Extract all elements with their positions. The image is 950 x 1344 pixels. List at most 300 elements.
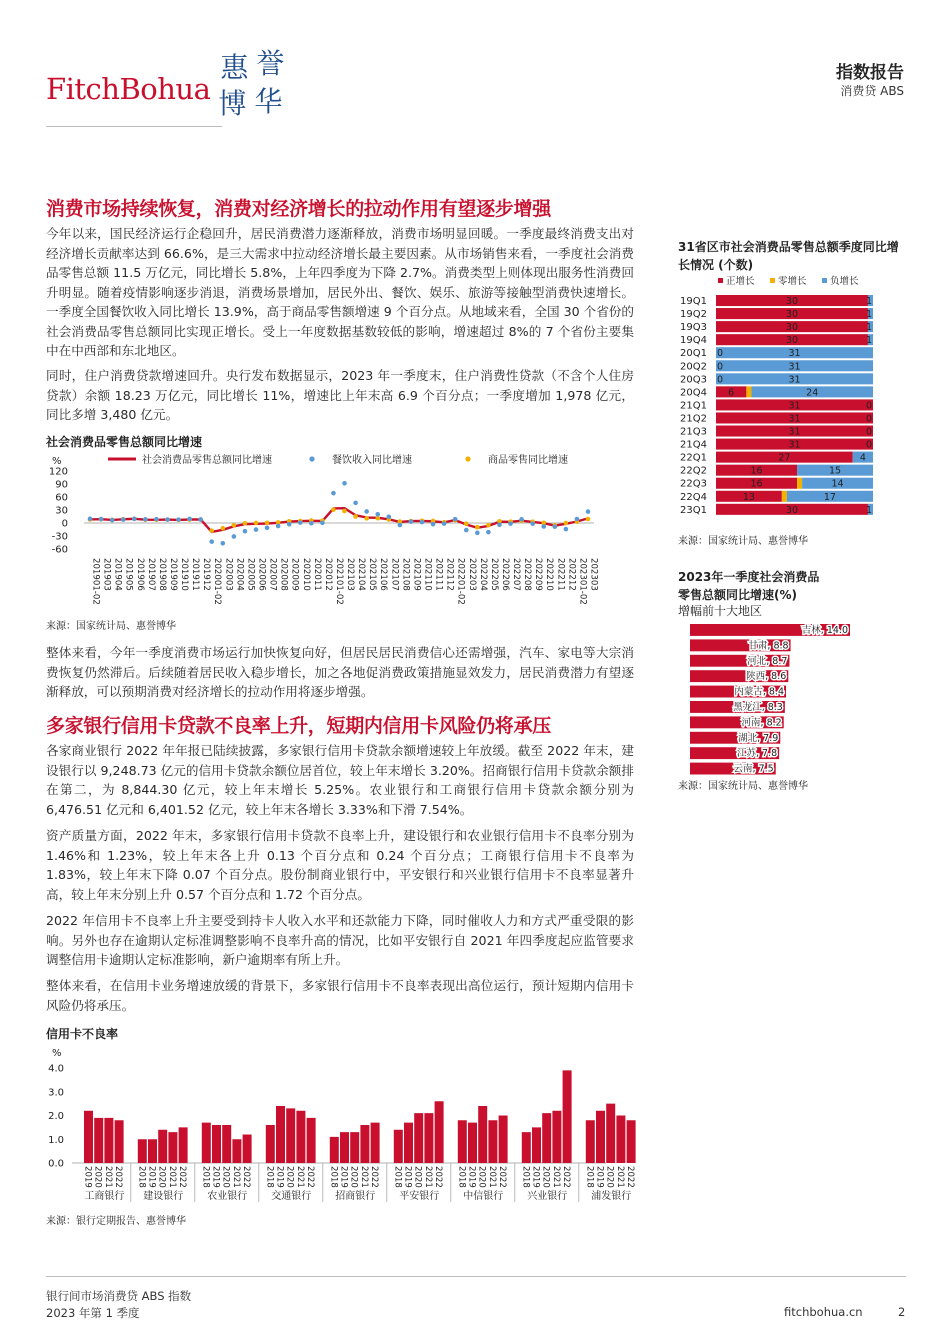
section2-title-wrap (46, 711, 634, 738)
bar-year-label-6-3: 2021 (486, 1166, 497, 1188)
group-label-2: 农业银行 (207, 1191, 248, 1202)
bar-8-1 (596, 1111, 605, 1163)
x-tick-label-3: 201905 (123, 558, 134, 591)
section2-para-3: 2022 年信用卡不良率上升主要受到持卡人收入水平和还款能力下降，同时催收人力和方式严重受限的影响。另外也存在逾期认定标准调整影响不良率升高的情况，比如平安银行自 2021 年四季度起应监管要求调整信用卡逾期认定标准影响，新户逾期率有所上升。 (46, 913, 634, 967)
bar-year-label-1-0: 2018 (136, 1166, 147, 1188)
series-2-point-36 (486, 523, 491, 528)
series-1-point-32 (442, 521, 447, 526)
label-negative-13: 15 (828, 465, 842, 477)
label-negative-10: 0 (865, 426, 872, 438)
series-1-point-37 (497, 522, 502, 527)
series-1-point-6 (154, 517, 159, 522)
bar-year-label-0-0: 2019 (82, 1166, 93, 1188)
y-tick-label-2: 60 (55, 492, 68, 504)
logo-seal (214, 48, 296, 130)
bar-year-label-1-2: 2020 (156, 1166, 167, 1188)
top10-chart-title-1: 2023年一季度社会消费品 (678, 570, 820, 584)
label-positive-1: 30 (785, 309, 799, 321)
report-subtitle: 消费贷 ABS (840, 84, 904, 98)
legend-dot-2 (465, 456, 470, 461)
bar-8-2 (606, 1104, 615, 1163)
category-label-14: 22Q3 (680, 478, 707, 490)
bar-7-4 (563, 1070, 572, 1163)
label-negative-9: 0 (865, 413, 872, 425)
series-2-point-14 (243, 521, 248, 526)
series-1-point-44 (575, 517, 580, 522)
series-1-point-40 (530, 521, 535, 526)
label-region-6: 河南, 8.2 (741, 717, 782, 729)
province-count-chart (678, 272, 906, 528)
bar-2-3 (232, 1139, 241, 1163)
group-label-1: 建设银行 (143, 1191, 184, 1202)
bar-year-label-6-4: 2022 (497, 1166, 508, 1188)
bar-3-2 (286, 1108, 295, 1163)
x-tick-label-22: 202101-02 (333, 558, 344, 605)
label-positive-9: 31 (788, 413, 801, 425)
label-negative-5: 31 (788, 361, 801, 373)
series-2-point-16 (265, 520, 270, 525)
label-negative-12: 4 (859, 452, 866, 464)
label-negative-4: 31 (788, 348, 801, 360)
label-negative-11: 0 (865, 439, 872, 451)
x-tick-label-10: 201912 (201, 558, 212, 591)
seal-char-2: 誉 (256, 47, 285, 80)
bar-6-1 (468, 1123, 477, 1163)
bar-year-label-1-4: 2022 (177, 1166, 188, 1188)
bar-year-label-1-1: 2019 (146, 1166, 157, 1188)
bar-2-4 (243, 1135, 252, 1164)
label-negative-16: 1 (865, 504, 872, 516)
bar-year-label-5-2: 2020 (412, 1166, 423, 1188)
retail-growth-chart-title: 社会消费品零售总额同比增速 (46, 435, 203, 449)
series-1-point-21 (320, 521, 325, 526)
y-axis-unit: % (52, 1048, 62, 1059)
series-1-point-36 (486, 530, 491, 535)
series-1-point-30 (420, 520, 425, 525)
bar-5-0 (394, 1130, 403, 1163)
x-tick-label-6: 201908 (156, 558, 167, 591)
series-1-point-29 (409, 519, 414, 524)
label-negative-6: 31 (788, 374, 801, 386)
series-1-point-39 (519, 517, 524, 522)
bar-year-label-4-0: 2018 (328, 1166, 339, 1188)
section1-para-3: 整体来看，今年一季度消费市场运行加快恢复向好，但居民居民消费信心还需增强，汽车、家电等大宗消费恢复仍然滞后。后续随着居民收入稳步增长，加之各地促消费政策措施显效发力，居民消费潜力有望逐渐释放，可以预期消费对经济增长的拉动作用将逐步增强。 (46, 645, 634, 699)
bar-year-label-4-3: 2021 (358, 1166, 369, 1188)
bar-7-0 (522, 1132, 531, 1163)
bar-2-0 (202, 1123, 211, 1163)
label-region-5: 黑龙江, 8.3 (733, 702, 783, 713)
series-1-point-31 (431, 522, 436, 527)
legend-label-0: 正增长 (726, 276, 755, 287)
seal-char-4: 华 (254, 85, 283, 118)
bar-7-2 (542, 1113, 551, 1163)
series-1-point-16 (265, 525, 270, 530)
bar-year-label-3-3: 2021 (294, 1166, 305, 1188)
bar-3-3 (296, 1111, 305, 1163)
x-tick-label-18: 202009 (289, 558, 300, 591)
bar-year-label-3-1: 2019 (274, 1166, 285, 1188)
y-tick-label-0: 120 (48, 466, 68, 478)
series-1-point-17 (276, 524, 281, 529)
label-positive-6: 0 (717, 374, 724, 386)
x-tick-label-1: 201903 (101, 558, 112, 591)
series-1-point-9 (187, 517, 192, 522)
category-label-1: 19Q2 (680, 309, 707, 321)
series-1-point-24 (353, 501, 358, 506)
series-line-retail-total (90, 508, 588, 532)
label-region-3: 陕西, 8.6 (746, 671, 787, 683)
series-1-point-28 (398, 523, 403, 528)
series-1-point-22 (331, 491, 336, 496)
bar-5-2 (414, 1113, 423, 1163)
label-positive-0: 30 (785, 296, 799, 307)
bar-0-1 (94, 1118, 103, 1163)
bar-year-label-5-1: 2019 (402, 1166, 413, 1188)
series-2-point-35 (475, 525, 480, 530)
series-1-point-15 (254, 527, 259, 532)
label-positive-5: 0 (717, 361, 724, 373)
bar-0-3 (115, 1120, 124, 1163)
y-tick-label-5: -30 (51, 531, 68, 543)
x-tick-label-17: 202008 (278, 558, 289, 591)
section2-title: 多家银行信用卡贷款不良率上升，短期内信用卡风险仍将承压 (46, 715, 551, 737)
legend-label-0: 社会消费品零售总额同比增速 (142, 455, 272, 466)
bar-year-label-0-3: 2022 (113, 1166, 124, 1188)
series-2-point-11 (209, 528, 214, 533)
x-tick-label-16: 202007 (267, 558, 278, 591)
section2-para-1: 各家商业银行 2022 年年报已陆续披露，多家银行信用卡贷款余额增速较上年放缓。截至 2022 年末，建设银行以 9,248.73 亿元的信用卡贷款余额位居首位，较上年末增长 3.20%。招商银行信用卡贷款余额排在第二，为 8,844.30 亿元，较上年末增长 5.25%。农业银行和工商银行信用卡贷款余额分别为 6,476.51 亿元和 6,401.52 亿元，较上年末各增长 3.33%和下滑 7.54%。 (46, 743, 634, 817)
bar-year-label-8-2: 2020 (604, 1166, 615, 1188)
y-tick-label-3: 1.0 (48, 1134, 64, 1146)
bar-year-label-2-4: 2022 (241, 1166, 252, 1188)
series-1-point-25 (364, 509, 369, 514)
x-tick-label-24: 202104 (356, 558, 367, 591)
x-tick-label-25: 202105 (367, 558, 378, 591)
bar-year-label-5-0: 2018 (392, 1166, 403, 1188)
label-region-1: 甘肃, 8.8 (748, 640, 789, 652)
bar-8-3 (616, 1116, 625, 1164)
category-label-5: 20Q2 (680, 361, 707, 373)
group-label-5: 平安银行 (399, 1191, 440, 1202)
top10-chart-subtitle: 增幅前十大地区 (678, 604, 763, 618)
bar-year-label-2-3: 2021 (230, 1166, 241, 1188)
group-label-6: 中信银行 (463, 1191, 504, 1202)
bar-6-3 (488, 1120, 497, 1163)
series-1-point-8 (176, 517, 181, 522)
bar-6-2 (478, 1106, 487, 1163)
x-tick-label-0: 201901-02 (90, 558, 101, 605)
bar-8-0 (586, 1120, 595, 1163)
page-number: 2 (898, 1305, 906, 1319)
bar-1-0 (138, 1139, 147, 1163)
footer-divider (46, 1276, 906, 1277)
category-label-10: 21Q3 (680, 426, 707, 438)
npl-chart-source: 来源：银行定期报告、惠誉博华 (46, 1216, 186, 1227)
category-label-13: 22Q2 (680, 465, 707, 477)
label-region-7: 湖北, 7.9 (738, 732, 779, 744)
x-tick-label-2: 201904 (112, 558, 123, 591)
bar-4-2 (350, 1132, 359, 1163)
series-1-point-4 (132, 517, 137, 522)
group-label-7: 兴业银行 (527, 1191, 568, 1202)
series-1-point-13 (232, 534, 237, 539)
series-1-point-27 (387, 515, 392, 520)
bar-year-label-6-2: 2020 (476, 1166, 487, 1188)
npl-chart (46, 1042, 636, 1210)
x-tick-label-19: 202010 (300, 558, 311, 591)
x-tick-label-40: 202209 (533, 558, 544, 591)
x-tick-label-15: 202006 (256, 558, 267, 591)
x-tick-label-41: 202210 (544, 558, 555, 591)
x-tick-label-4: 201906 (134, 558, 145, 591)
bar-zero-7 (746, 386, 751, 397)
series-1-point-3 (121, 517, 126, 522)
series-1-point-45 (586, 509, 591, 514)
bar-1-1 (148, 1139, 157, 1163)
label-negative-1: 1 (865, 309, 872, 321)
label-positive-10: 31 (788, 426, 801, 438)
section1-para-1: 今年以来，国民经济运行企稳回升，居民消费潜力逐渐释放，消费市场明显回暖。一季度最终消费支出对经济增长贡献率达到 66.6%，是三大需求中拉动经济增长最主要因素。从市场销售来看，一季度社会消费品零售总额 11.5 万亿元，同比增长 5.8%，上年四季度为下降 2.7%。消费类型上则体现出服务性消费回升明显。随着疫情影响逐步消退，消费场景增加，居民外出、餐饮、娱乐、旅游等接触型消费快速增长。一季度全国餐饮收入同比增长 13.9%，高于商品零售额增速 9 个百分点。从地域来看，全国 30 个省份的社会消费品零售总额同比实现正增长。受上一年度数据基数较低的影响，增速超过 8%的 7 个省份主要集中在中西部和东北地区。 (46, 226, 634, 358)
section1-title-wrap (46, 194, 634, 221)
y-axis-unit: % (52, 456, 62, 467)
bar-year-label-4-1: 2019 (338, 1166, 349, 1188)
legend-label-1: 零增长 (778, 276, 807, 287)
top10-chart (678, 620, 906, 776)
label-region-2: 河北, 8.7 (747, 655, 788, 667)
top10-chart-title-2: 零售总额同比增速(%) (678, 588, 797, 602)
x-tick-label-28: 202108 (400, 558, 411, 591)
x-tick-label-33: 202201-02 (455, 558, 466, 605)
x-tick-label-31: 202111 (433, 558, 444, 591)
x-tick-label-42: 202211 (555, 558, 566, 591)
series-1-point-20 (309, 521, 314, 526)
series-1-point-41 (541, 524, 546, 529)
category-label-2: 19Q3 (680, 322, 707, 334)
series-2-point-26 (375, 516, 380, 521)
category-label-6: 20Q3 (680, 374, 707, 386)
label-positive-15: 13 (742, 491, 755, 503)
series-2-point-24 (353, 514, 358, 519)
x-tick-label-20: 202011 (311, 558, 322, 591)
logo-wordmark: FitchBohua (46, 72, 211, 106)
series-1-point-1 (99, 517, 104, 522)
label-negative-14: 14 (831, 478, 844, 490)
x-tick-label-23: 202103 (345, 558, 356, 591)
legend-swatch-1 (770, 278, 775, 283)
legend-dot-1 (309, 456, 314, 461)
province-count-chart-title: 31省区市社会消费品零售总额季度同比增长情况 (个数) (678, 240, 899, 272)
series-1-point-19 (298, 520, 303, 525)
category-label-4: 20Q1 (680, 348, 707, 360)
bar-2-2 (222, 1125, 231, 1163)
seal-char-3: 博 (218, 87, 247, 120)
y-tick-label-0: 4.0 (48, 1063, 64, 1075)
bar-4-0 (330, 1137, 339, 1163)
series-2-point-25 (364, 516, 369, 521)
bar-6-0 (458, 1120, 467, 1163)
bar-0-0 (84, 1111, 93, 1163)
x-tick-label-13: 202004 (234, 558, 245, 591)
x-tick-label-8: 201910 (179, 558, 190, 591)
series-1-point-38 (508, 521, 513, 526)
series-1-point-14 (243, 529, 248, 534)
group-label-4: 招商银行 (335, 1191, 376, 1202)
bar-year-label-8-0: 2018 (584, 1166, 595, 1188)
footer-title: 银行间市场消费贷 ABS 指数 (46, 1289, 192, 1303)
series-2-point-45 (586, 517, 591, 522)
bar-8-4 (627, 1120, 636, 1163)
y-tick-label-4: 0.0 (48, 1158, 64, 1170)
report-type: 指数报告 (836, 63, 904, 83)
series-1-point-26 (375, 512, 380, 517)
bar-1-4 (179, 1127, 188, 1163)
footer-site-link[interactable]: fitchbohua.cn (784, 1305, 863, 1319)
category-label-9: 21Q2 (680, 413, 707, 425)
category-label-16: 23Q1 (680, 504, 707, 516)
x-tick-label-11: 202001-02 (212, 558, 223, 605)
x-tick-label-38: 202207 (511, 558, 522, 591)
bar-year-label-6-1: 2019 (466, 1166, 477, 1188)
series-1-point-2 (110, 518, 115, 523)
group-label-8: 浦发银行 (591, 1191, 632, 1202)
retail-growth-chart (46, 450, 606, 616)
y-tick-label-1: 90 (55, 479, 68, 491)
label-region-4: 内蒙古, 8.4 (734, 686, 784, 698)
category-label-3: 19Q4 (680, 335, 707, 347)
section2-para-4: 整体来看，在信用卡业务增速放缓的背景下，多家银行信用卡不良率表现出高位运行，预计短期内信用卡风险仍将承压。 (46, 978, 634, 1013)
x-tick-label-39: 202208 (522, 558, 533, 591)
label-region-8: 江苏, 7.8 (736, 748, 778, 760)
x-tick-label-9: 201911 (190, 558, 201, 591)
label-positive-12: 27 (778, 452, 791, 464)
y-tick-label-3: 30 (55, 505, 68, 517)
province-count-chart-source: 来源：国家统计局、惠誉博华 (678, 536, 808, 547)
series-1-point-7 (165, 517, 170, 522)
bar-4-4 (371, 1123, 380, 1163)
label-positive-14: 16 (750, 478, 763, 490)
category-label-15: 22Q4 (680, 491, 707, 503)
series-1-point-0 (88, 516, 93, 521)
bar-year-label-7-0: 2018 (520, 1166, 531, 1188)
series-2-point-13 (232, 523, 237, 528)
x-tick-label-12: 202003 (223, 558, 234, 591)
bar-year-label-5-3: 2021 (422, 1166, 433, 1188)
bar-year-label-3-4: 2022 (305, 1166, 316, 1188)
series-1-point-43 (564, 527, 569, 532)
category-label-0: 19Q1 (680, 296, 707, 307)
bar-2-1 (212, 1125, 221, 1163)
series-2-point-12 (221, 526, 226, 531)
bar-year-label-7-4: 2022 (561, 1166, 572, 1188)
bar-year-label-2-0: 2018 (200, 1166, 211, 1188)
bar-7-3 (552, 1111, 561, 1163)
bar-year-label-3-2: 2020 (284, 1166, 295, 1188)
bar-zero-15 (782, 491, 787, 502)
section2-para-2: 资产质量方面，2022 年末，多家银行信用卡贷款不良率上升，建设银行和农业银行信用卡不良率分别为 1.46%和 1.23%，较上年末各上升 0.13 个百分点和 0.24 个百分点；工商银行信用卡不良率为 1.83%，较上年末下降 0.07 个百分点。股份制商业银行中，平安银行和兴业银行信用卡不良率显著升高，较上年末分别上升 0.57 个百分点和 1.72 个百分点。 (46, 828, 634, 902)
y-tick-label-2: 2.0 (48, 1111, 64, 1122)
bar-zero-14 (797, 478, 802, 489)
x-tick-label-37: 202206 (499, 558, 510, 591)
y-tick-label-4: 0 (61, 518, 68, 530)
x-tick-label-5: 201907 (145, 558, 156, 591)
bar-year-label-0-2: 2021 (102, 1166, 113, 1188)
bar-year-label-8-4: 2022 (625, 1166, 636, 1188)
legend-label-2: 商品零售同比增速 (488, 455, 568, 466)
x-tick-label-30: 202110 (422, 558, 433, 591)
fitchbohua-logo (46, 48, 296, 130)
series-2-point-15 (254, 521, 259, 526)
bar-year-label-4-4: 2022 (369, 1166, 380, 1188)
bar-year-label-6-0: 2018 (456, 1166, 467, 1188)
bar-year-label-8-1: 2019 (594, 1166, 605, 1188)
series-2-point-23 (342, 509, 347, 514)
section1-para-2: 同时，住户消费贷款增速回升。央行发布数据显示，2023 年一季度末，住户消费性贷款（不含个人住房贷款）余额 18.23 万亿元，同比增长 11%，增速比上年末高 6.9 个百分点；一季度增加 1,978 亿元，同比多增 3,480 亿元。 (46, 368, 634, 422)
series-1-point-42 (553, 524, 558, 529)
x-tick-label-34: 202203 (466, 558, 477, 591)
label-negative-15: 17 (823, 491, 836, 503)
bar-year-label-2-1: 2019 (210, 1166, 221, 1188)
npl-chart-title: 信用卡不良率 (46, 1027, 119, 1041)
bar-3-4 (307, 1118, 316, 1163)
x-tick-label-26: 202106 (378, 558, 389, 591)
bar-year-label-7-1: 2019 (530, 1166, 541, 1188)
label-negative-0: 1 (865, 296, 872, 307)
x-tick-label-43: 202212 (566, 558, 577, 591)
bar-7-1 (532, 1127, 541, 1163)
bar-year-label-8-3: 2021 (614, 1166, 625, 1188)
bar-year-label-5-4: 2022 (433, 1166, 444, 1188)
group-label-3: 交通银行 (271, 1191, 312, 1202)
label-negative-3: 1 (865, 335, 872, 347)
bar-year-label-4-2: 2020 (348, 1166, 359, 1188)
x-tick-label-21: 202012 (322, 558, 333, 591)
bar-3-1 (276, 1106, 285, 1163)
bar-year-label-7-2: 2020 (540, 1166, 551, 1188)
x-tick-label-36: 202205 (488, 558, 499, 591)
x-tick-label-27: 202107 (389, 558, 400, 591)
legend-swatch-0 (718, 278, 723, 283)
category-label-7: 20Q4 (680, 387, 707, 399)
x-tick-label-29: 202109 (411, 558, 422, 591)
series-1-point-11 (209, 539, 214, 544)
label-positive-8: 31 (788, 400, 801, 412)
series-1-point-33 (453, 517, 458, 522)
x-tick-label-45: 202303 (588, 558, 599, 591)
y-tick-label-1: 3.0 (48, 1087, 64, 1099)
series-1-point-12 (221, 541, 226, 546)
y-tick-label-6: -60 (51, 544, 68, 556)
bar-year-label-0-1: 2020 (92, 1166, 103, 1188)
footer-period: 2023 年第 1 季度 (46, 1306, 140, 1320)
bar-year-label-2-2: 2020 (220, 1166, 231, 1188)
label-positive-2: 30 (785, 322, 799, 334)
group-label-0: 工商银行 (84, 1191, 125, 1202)
label-region-0: 吉林, 14.0 (801, 625, 848, 636)
x-tick-label-7: 201909 (167, 558, 178, 591)
seal-char-1: 惠 (220, 51, 249, 84)
top10-chart-source: 来源：国家统计局、惠誉博华 (678, 781, 808, 792)
category-label-8: 21Q1 (680, 400, 707, 412)
bar-year-label-1-3: 2021 (166, 1166, 177, 1188)
legend-label-1: 餐饮收入同比增速 (332, 455, 412, 466)
header-divider (46, 126, 222, 127)
section1-title: 消费市场持续恢复，消费对经济增长的拉动作用有望逐步增强 (46, 198, 551, 220)
bar-4-1 (340, 1132, 349, 1163)
bar-1-2 (158, 1130, 167, 1163)
bar-5-3 (424, 1113, 433, 1163)
label-negative-7: 24 (806, 387, 819, 399)
bar-year-label-3-0: 2018 (264, 1166, 275, 1188)
